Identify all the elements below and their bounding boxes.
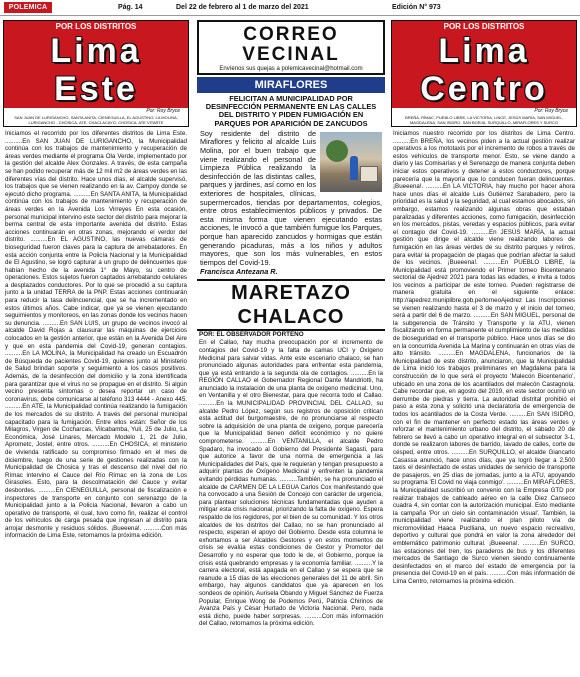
worker-figure [350,156,358,180]
maretazo-title: MARETAZO CHALACO [197,279,385,331]
issue-dates: Del 22 de febrero al 1 de marzo del 2021 [176,4,309,11]
letter-headline: FELICITAN A MUNICIPALIDAD POR DESINFECCIÓN PERMANENTE EN LAS CALLES DEL DISTRITO Y PIDEN FUMIGACIÓN EN PARQUES POR APARICIÓN DE ZANCUDOS [205,94,377,128]
lima-centro-header [391,20,577,127]
vecinal-title: VECINAL [242,44,340,65]
contact-email: Envíenos sus quejas a polemicavecinal@hotmail.com [219,66,363,72]
section-tag: POR LOS DISTRITOS [392,21,576,32]
district-list: SAN JUAN DE LURIGANCHO, SANTA ANITA, CIENEGUILLA, EL AGUSTINO, LA MOLINA, LURIGANCHO - CHOSICA, ATE, CHACLACAYO, CHOSICA, ATE VITARTE [14,115,178,125]
page-header [0,0,580,16]
publication-logo: POLEMICA [4,2,52,13]
edition-number: Edición N° 973 [392,4,441,11]
lima-centro-column [391,20,577,586]
section-tag: POR LOS DISTRITOS [4,21,188,32]
correo-title: CORREO [243,24,339,45]
byline: Por: Roy Bryce [146,108,180,114]
correo-vecinal-header [197,20,385,75]
street-photo [320,132,382,192]
correo-vecinal-column [197,20,385,628]
letter-signature: Francisca Antezana R. [200,267,278,277]
lima-este-column [3,20,189,540]
column-title: Lima Centro [420,32,548,108]
cart-shape [360,166,378,182]
byline: Por: Roy Bryce [534,108,568,114]
lima-este-header [3,20,189,127]
section-band: MIRAFLORES [197,77,385,93]
column-body: Iniciamos nuestro recorrido por los distritos de Lima Centro. ..........En BREÑA, los vecinos piden a la actual gestión realizar operativos a los mototaxis por el incremento de robos a través de estos vehículos de transporte menor. Esto, se viene dando a diario y las Comisarías y el Serenazgo de manera conjunta deben iniciar estos operativos y detener a estos conductores, porque parecería que la mayoría que lo conducen fueran delincuentes. ¡Bueeena!. ..........En LA VICTORIA, hay mucho por hacer ahora hace unos días el alcalde Luis Gutiérrez Sarabadero, pero la prioridad es la salud y la seguridad, al cual estamos abocados, sin embargo, estamos realizando algunas obras que estaban paralizadas y diferentes acciones, como fumigación, desinfección en los mercados, pistas, veredas y espacios públicos, para evitar el contagio del Covid-19. ..........En JESÚS MARÍA, la actual gestión que dirige el alcalde viene realizando labores de fumigación en las áreas verdes de su distrito parques y retiros, para evitar la propagación de plagas que podrían afectar la salud de los vecinos. ¡Bueeena!. ..........En PUEBLO LIBRE, la Municipalidad está promoviendo el Primer torneo Bicentenario sectorial de Ajedrez 2021 para todas las edades, e invita a todos los vecinos a participar de este torneo. Pueden registrarse de manera gratuita en el siguiente enlace: http://apedrez.muniplibre.gob.pe/torneoAjedrez Las Inscripciones se vienen realizando hasta el 3 de marzo y el inicio del torneo, será a partir del 6 de marzo. ..........En SAN MIGUEL, personal de la subgerencia de Tránsito y Transporte y la ATU, vienen fiscalizando en forma permanente el cumplimiento de las medidas de bioseguridad en el transporte público. Hace unos días se dio en la concurrida Avenida La Marina y continuarán en otras vías de alto tránsito. ..........En MAGDALENA, funcionarios de la Municipalidad de este distrito, anunciaron, que la Municipalidad de Lima inició los trabajos preliminares en Magdalena para la construcción de lo que será el proyecto 'Malecón Bicentenario', ubicado en una zona de los acantilados del malecón Castagnola. Cabe recordar que, en agosto del 2019, en este sector ocurrió un derrumbe de piedras y tierra. La autoridad distrital prohibió el paso a esta zona y solicitó una declaratoria de emergencia de todos los acantilados de la Costa Verde. ..........En SAN ISIDRO, con el fin de mantener en perfecto estado las áreas verdes y reforzar el mantenimiento urbano del distrito, el sábado 20 de febrero se llevó a cabo un operativo integral en el subsector 3-1, donde se realizaron labores de barrido, lavado de calles, corte de césped, entre otros. ..........En SURQUILLO, el alcalde Giancarlo Casassa anunció, hace unos días, que ya logró llegar a 2,500 taxis el desinfectado de estas unidades de servicio de transporte de pasajeros, en 25 días de jornadas, junto a la ATU, apoyando su programa 'El Covid no viaja conmigo'. ..........En MIRAFLORES, la Municipalidad suscribió un convenio con la Empresa GTD por realizar trabajos de cableado aéreo en la calle Diez Canseco cuadra 4, sin contar con la autorización municipal. Esto mediante la campaña 'Por un cielo sin contaminación visual'. También, la municipalidad viene realizando el plan piloto vía de micromovilidad Haaca Puclliana, un nuevo espacio recreativo, deportivo y cultural que pondrá en valor la zona alrededor del emblemático patrimonio cultural. ¡Bueeena!. ..........En SURCO, las estaciones del tren, los paraderos de bus y los diferentes mercados de Santiago de Surco vienen siendo continuamente desinfectados en el marco del estado de emergencia por la presencia del Covid-19 en el país. ..........Con más información de Lima Centro, retornamos la próxima edición. [393,130,575,586]
tree-shape [326,140,348,162]
letter-body: Soy residente del distrito de Miraflores y felicito al alcalde Luis Molina, por el buen trabajo que viene realizando el personal de Limpieza Pública realizando la desinfección de las distintas calles, parques y jardines, así como en los exteriores de hospitales, clínicas, supermercados, tiendas por departamentos, colegios, entre otros establecimientos públicos y privados. De esta misma forma que vienen ejecutando estas acciones, le invocó a que también fumigue los Parques, porque han aparecido zancudos y hormigas que están generando picaduras, más a los niños y adultos mayores, que son los más vulnerables, en estos tiempos del Covid-19. [200,128,382,267]
maretazo-body: En el Callao, hay mucha preocupación por el incremento de contagios del Covid-19 y la falta de camas UCI y Oxígeno Medicinal para salvar vidas. Ante este escenario chalaco, se han pronunciado algunas autoridades para enfrentar esta pandemia, que ya está entrando a la segunda ola de contagios. ..........En la REGIÓN CALLAO el Gobernador Regional Dante Mandriotti, ha anunciado la instalación de una planta de oxígeno medicinal. Uno, en Ventanilla y el otro Bienestar, para que recorra todo el Callao. ..........En la MUNICIPALIDAD PROVINCIAL DEL CALLAO, su alcalde Pedro López, según sus registros de oposición critican esta actitud del burgomaestre, de no pronunciarse al respecto sobre la adquisición de una planta de oxígeno, porque parecería que la Municipalidad tienen déficit económico y no quiere comprometerse. ..........En VENTANILLA, el alcalde Pedro Spadaro, ha invocado al Gobierno del Presidente Sagasti, para que autorice a favor de una norma de emergencia a las Municipalidades del País, que le requieran y tengan presupuesto a adquirir plantas de Oxígeno Medicinal y enfrenten la pandemia evitando pérdidas humanas. ..........También, se ha pronunciado el alcalde de CARMEN DE LA LEGUA Carlos Cox manifestando que ha convocado a una Sesión de Concejo con carácter de urgencia, para plantear soluciones técnicas fundamentadas que ayuden a mitigar esta crisis nacional, priorizando la falta de oxígeno. Espera respaldo de los regidores, por el bien de su comunidad. Y los otros alcaldes de los distritos del Callao, no se han pronunciado al respecto, esperan el apoyo del Gobierno. Desde esta columna le exhortamos a ser Alcaldes Gestores y en estos momentos de crisis se evalúa estas condiciones de Gestor y Promotor del Desarrollo y no esperar que todo le de, el Gobierno, porque la crisis está quebrando empresas y la economía familiar. ..........Y la carrera electoral, está apagada en el Callao y se espera que se reanude a 15 días de las elecciones generales del 11 de abril. Sin embargo, hay algunos candidatos que ya aparecen en los sondeos de opinión, Aurisela Obando y Miguel Sánchez de Fuerza Popular, Enrique Wong de Podemos Perú, Patricia Chirinos de Avanza País y César Hurtado de Victoria Nacional. Pero, nada está dicho, puede haber sorpresas. ..........Con más información del Callao, retornamos la próxima edición. [199,339,383,628]
district-list: BREÑA, RÍMAC, PUEBLO LIBRE, LA VICTORIA, LINCE, JESÚS MARÍA, SAN MIGUEL, MAGDALENA, SAN ISIDRO, SAN BORJA, SURQUILLO, MIRAFLORES Y SURCO [405,115,563,125]
column-author: POR: EL OBSERVADOR PORTEÑO [199,331,304,339]
column-body: Iniciamos el recorrido por los diferentes distritos de Lima Este. ..........En SAN JUAN DE LURIGANCHO, la Municipalidad continúa con los trabajos de mantenimiento y recuperación de áreas verdes mediante el programa Ola Verde, implementado por la gestión del alcalde Alex Gonzales. A través, de esta campaña se han podido recuperar más de 12 mil m2 de áreas verdes en las diferentes vías del distrito. Hace unos días, el alcalde supervisó, los trabajos que se vienen realizando en la av. Campoy donde se ejecutó dicho programa. ..........En SANTA ANITA, la Municipalidad continúa con los trabajos de mantenimiento y recuperación de áreas verdes en la Avenida Los Virreyes En esta ocasión, personal municipal intervino este sector del distrito para mejorar la berma central de esta importante avenida del distrito. Estas acciones continuarán en otras zonas, mejorando el verdor del distrito. ..........En EL AGUSTINO, las nuevas cámaras de bioseguridad fueron claves para la captura de arrebatadores. En esta acción conjunta entre la Policía Nacional y la Municipalidad de El Agustino, se logró capturar a un grupo de delincuentes que habían hecho de la avenida 1° de Mayo, su centro de operaciones. Estos sujetos fueron captados arrebatando celulares a desplazados conductores. Por lo que se procedió a su captura junto a la unidad TERRA de la PNP. Estas acciones continuarán para reducir la tasa delincuencial, que se ha incrementado en estos últimos años. Cabe indicar, que ya se vienen ejecutando seguimientos y monitoreos, en las zonas donde los vecinos hacen su denuncia. ..........En SAN LUIS, un grupo de vecinos invocó al alcalde David Rojas a clausurar las máquinas de ejercicios colocados en la gestión anterior, que están en la Avenida Del Aire y que en esta pandemia del Covid-19, generan contagios. ..........En LA MOLINA, la Municipalidad ha creado un Escuadrón de Búsqueda de pacientes Covid-19, quienes junto al Ministerio de Salud brindan soporte y seguimiento a los casos positivos. Además, de la desinfección del domicilio y la zona identificada para garantizar que el virus no se propague en el distrito. Si algún vecino presenta síntomas o desea reportar un caso de coronavirus, debe comunicarse al teléfono 313 4444 - Anexo 445. ..........En ATE, la Municipalidad continúa realizando la fumigación de los mercados de su distrito. A través del personal municipal capacitado para la fumigación. Entre ellos están: Señor de los Milagros, Virgen de Cocharcas, Vilcabamba, Yuli, 25 de Julio, La Económica, José Linares, Mercado Modelo 1, 21 de Julio, Aprometc, Jostel, entre otros. ..........En CHOSICA, el ministerio de vivienda ratificado su compromiso firmado en el mes de diciembre, luego de una serie de gestiones realizadas con la Municipalidad de Chosica y tras el descenso del nivel del río Rímac intervino el Cauce del Río Rímac en la zona de Los Girasoles. Esto, para la descolmatación del Cauce y evitar desbordes. ..........En CIENEGUILLA, personal de fiscalización e inspectores de transporte en conjunto con serenazgo de la Municipalidad junto a la Policía Nacional, llevaron a cabo un operativo de transporte, el cual, tuvo como fin, realizar el control de los vehículos de carga pesada que ingresan al distrito para arrojar desmonte y residuos sólidos. ¡Bueeena!. ..........Con más información de Lima Este, retornamos la próxima edición. [5,130,187,540]
page-number: Pág. 14 [118,4,143,11]
column-title: Lima Este [50,32,142,108]
